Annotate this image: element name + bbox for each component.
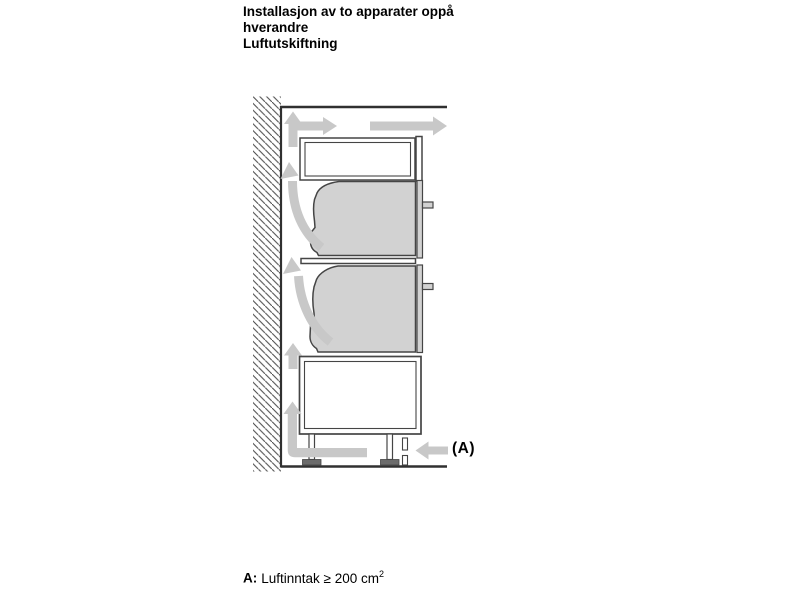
title-line-3: Luftutskiftning: [243, 36, 338, 51]
wall-hatch: [253, 97, 281, 472]
cabinet-leg-right: [387, 434, 393, 460]
airflow-arrow-right-top-icon: [370, 117, 447, 136]
vent-compartment: [300, 138, 415, 180]
base-cabinet: [300, 357, 422, 435]
upper-oven-door: [417, 181, 423, 259]
air-inlet-arrow-icon: [416, 442, 449, 460]
plinth-bracket-upper: [403, 438, 408, 450]
caption: [243, 569, 384, 586]
air-inlet-label: (A): [452, 440, 476, 457]
vent-compartment-side-panel: [416, 137, 422, 182]
upper-oven-body: [311, 182, 416, 256]
airflow-swoosh-upper-head-icon: [281, 162, 299, 179]
title-line-2: hverandre: [243, 20, 309, 35]
caption-prefix: A:: [243, 570, 258, 586]
cabinet-foot-left: [303, 460, 322, 466]
lower-oven-door: [417, 265, 423, 353]
title-line-1: Installasjon av to apparater oppå: [243, 4, 454, 19]
caption-text: Luftinntak ≥ 200 cm: [261, 570, 379, 586]
cabinet-foot-right: [381, 460, 400, 466]
lower-oven-handle: [423, 284, 434, 290]
airflow-swoosh-lower-head-icon: [283, 257, 301, 274]
plinth-bracket-lower: [403, 456, 408, 466]
upper-oven-handle: [423, 202, 434, 208]
caption-superscript: 2: [378, 569, 384, 579]
oven-shelf: [301, 259, 416, 264]
